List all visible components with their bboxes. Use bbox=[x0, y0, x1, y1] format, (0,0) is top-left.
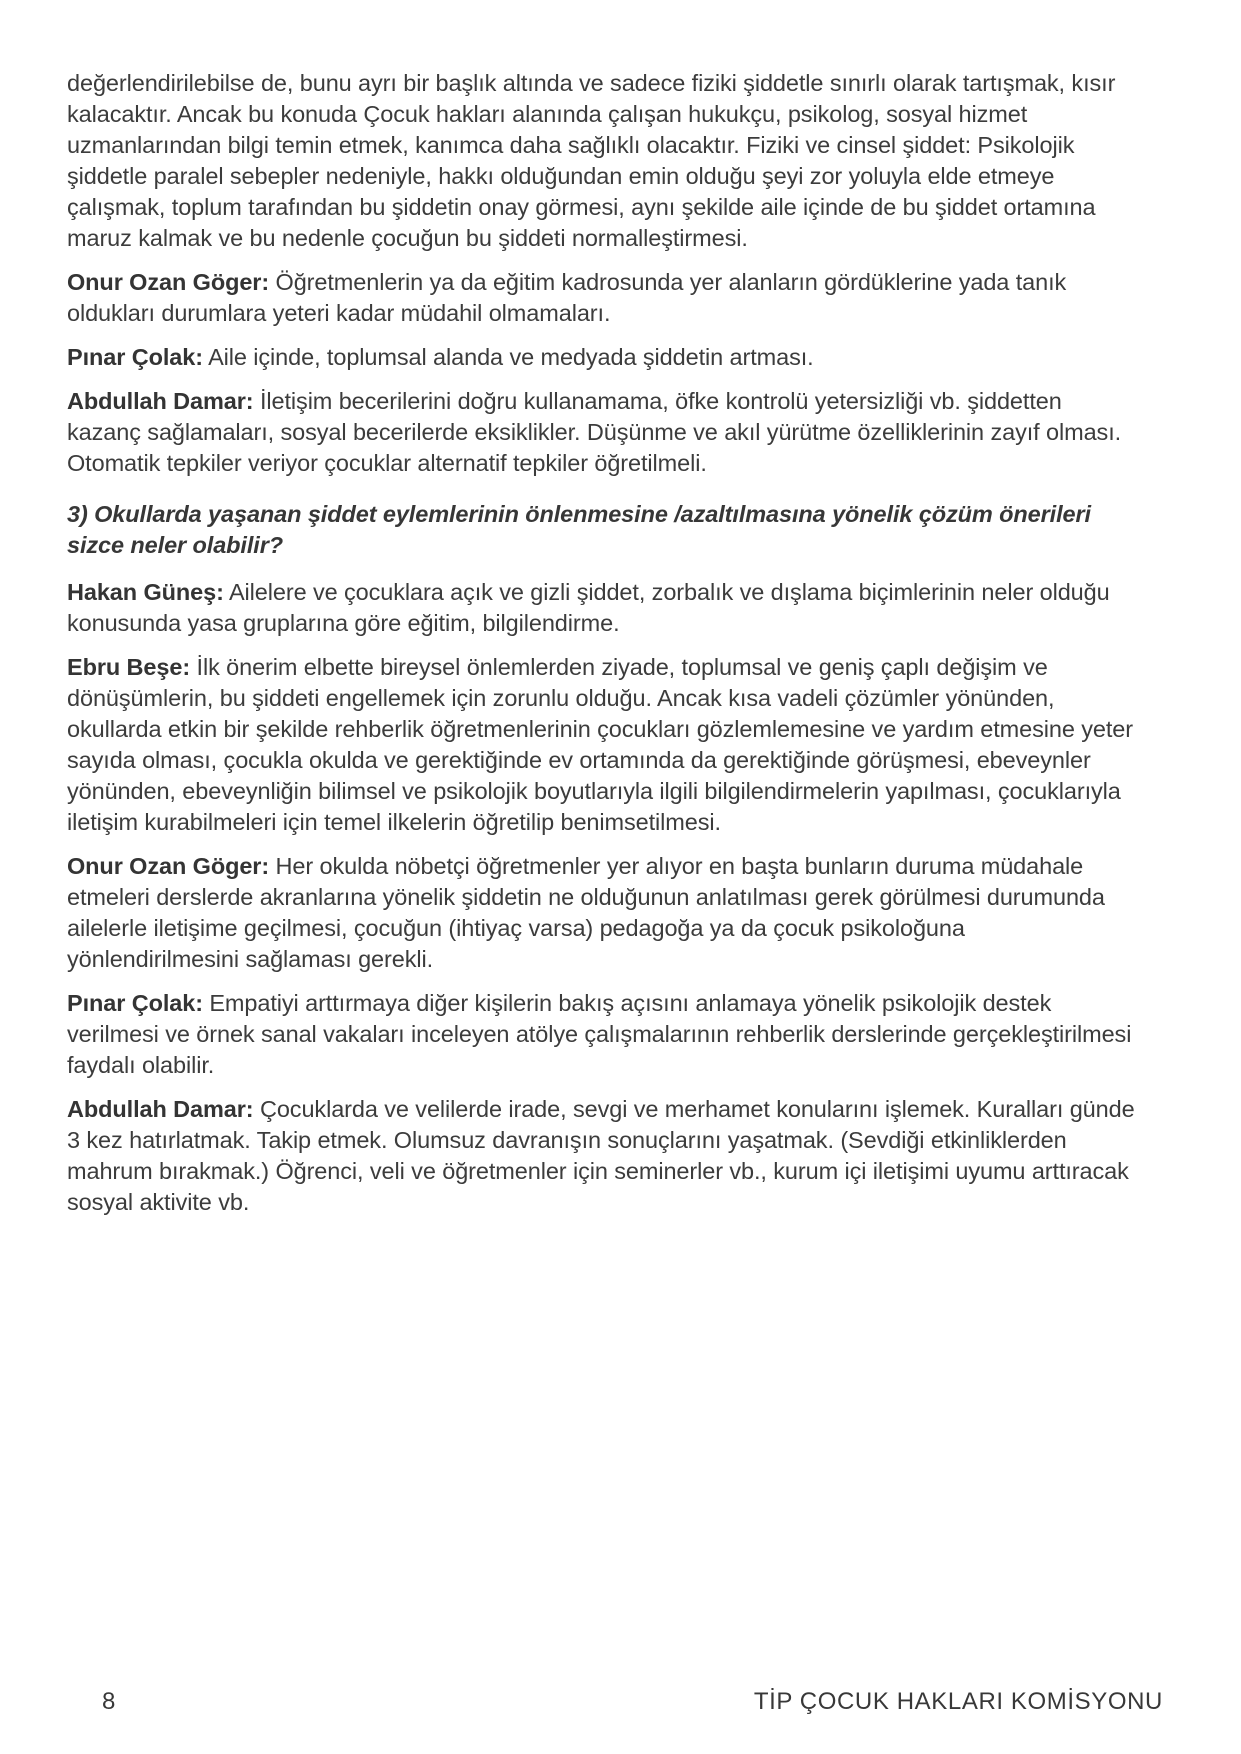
speaker-paragraph bbox=[67, 1094, 1141, 1218]
paragraph-continued bbox=[67, 68, 1141, 254]
speaker-name: Onur Ozan Göger: bbox=[67, 853, 270, 879]
speaker-statement: İletişim becerilerini doğru kullanamama, öfke kontrolü yetersizliği vb. şiddetten kazanç sağlamaları, sosyal becerilerde eksiklikler. Düşünme ve akıl yürütme özelliklerinin zayıf olması. Otomatik tepkiler veriyor çocuklar alternatif tepkiler öğretilmeli. bbox=[67, 388, 1122, 476]
speaker-paragraph bbox=[67, 386, 1141, 479]
question-text: 3) Okullarda yaşanan şiddet eylemlerinin önlenmesine /azaltılmasına yönelik çözüm önerileri sizce neler olabilir? bbox=[67, 501, 1091, 558]
speaker-name: Abdullah Damar: bbox=[67, 388, 254, 414]
speaker-statement: Ailelere ve çocuklara açık ve gizli şiddet, zorbalık ve dışlama biçimlerinin neler olduğu konusunda yasa gruplarına göre eğitim, bilgilendirme. bbox=[67, 579, 1110, 636]
speaker-paragraph bbox=[67, 577, 1141, 639]
speaker-name: Abdullah Damar: bbox=[67, 1096, 254, 1122]
speaker-paragraph bbox=[67, 267, 1141, 329]
speaker-statement: Öğretmenlerin ya da eğitim kadrosunda yer alanların gördüklerine yada tanık oldukları durumlara yeteri kadar müdahil olmamaları. bbox=[67, 269, 1067, 326]
paragraph-text: değerlendirilebilse de, bunu ayrı bir başlık altında ve sadece fiziki şiddetle sınırlı olarak tartışmak, kısır kalacaktır. Ancak bu konuda Çocuk hakları alanında çalışan hukukçu, psikolog, sosyal hizmet uzmanlarından bilgi temin etmek, kanımca daha sağlıklı olacaktır. Fiziki ve cinsel şiddet: Psikolojik şiddetle paralel sebepler nedeniyle, hakkı olduğundan emin olduğu şeyi zor yoluyla elde etmeye çalışmak, toplum tarafından bu şiddetin onay görmesi, aynı şekilde aile içinde de bu şiddet ortamına maruz kalmak ve bu nedenle çocuğun bu şiddeti normalleştirmesi. bbox=[67, 70, 1116, 251]
speaker-statement: Her okulda nöbetçi öğretmenler yer alıyor en başta bunların duruma müdahale etmeleri derslerde akranlarına yönelik şiddetin ne olduğunun anlatılması gerek görülmesi durumunda ailelerle iletişime geçilmesi, çocuğun (ihtiyaç varsa) pedagoğa ya da çocuk psikoloğuna yönlendirilmesini sağlaması gerekli. bbox=[67, 853, 1105, 972]
speaker-name: Onur Ozan Göger: bbox=[67, 269, 270, 295]
speaker-paragraph bbox=[67, 988, 1141, 1081]
speaker-paragraph bbox=[67, 851, 1141, 975]
speaker-statement: Çocuklarda ve velilerde irade, sevgi ve merhamet konularını işlemek. Kuralları günde 3 kez hatırlatmak. Takip etmek. Olumsuz davranışın sonuçlarını yaşatmak. (Sevdiği etkinliklerden mahrum bırakmak.) Öğrenci, veli ve öğretmenler için seminerler vb., kurum içi iletişimi uyumu arttıracak sosyal aktivite vb. bbox=[67, 1096, 1135, 1215]
speaker-name: Pınar Çolak: bbox=[67, 990, 203, 1016]
question-heading bbox=[67, 499, 1141, 561]
speaker-name: Pınar Çolak: bbox=[67, 344, 203, 370]
speaker-paragraph bbox=[67, 342, 1141, 373]
page-footer bbox=[0, 1688, 1241, 1716]
speaker-statement: İlk önerim elbette bireysel önlemlerden ziyade, toplumsal ve geniş çaplı değişim ve dönüşümlerin, bu şiddeti engellemek için zorunlu olduğu. Ancak kısa vadeli çözümler yönünden, okullarda etkin bir şekilde rehberlik öğretmenlerinin çocukları gözlemlemesine ve yardım etmesine yeter sayıda olması, çocukla okulda ve gerektiğinde ev ortamında da gerektiğinde görüşmesi, ebeveynler yönünden, ebeveynliğin bilimsel ve psikolojik boyutlarıyla ilgili bilgilendirmelerin yapılması, çocuklarıyla iletişim kurabilmeleri için temel ilkelerin öğretilip benimsetilmesi. bbox=[67, 654, 1133, 835]
speaker-statement: Aile içinde, toplumsal alanda ve medyada şiddetin artması. bbox=[208, 344, 814, 370]
page-number: 8 bbox=[102, 1688, 116, 1715]
speaker-statement: Empatiyi arttırmaya diğer kişilerin bakış açısını anlamaya yönelik psikolojik destek verilmesi ve örnek sanal vakaları inceleyen atölye çalışmalarının rehberlik derslerinde gerçekleştirilmesi faydalı olabilir. bbox=[67, 990, 1132, 1078]
speaker-paragraph bbox=[67, 652, 1141, 838]
speaker-name: Ebru Beşe: bbox=[67, 654, 191, 680]
footer-publisher-title: TİP ÇOCUK HAKLARI KOMİSYONU bbox=[753, 1688, 1163, 1715]
speaker-name: Hakan Güneş: bbox=[67, 579, 224, 605]
